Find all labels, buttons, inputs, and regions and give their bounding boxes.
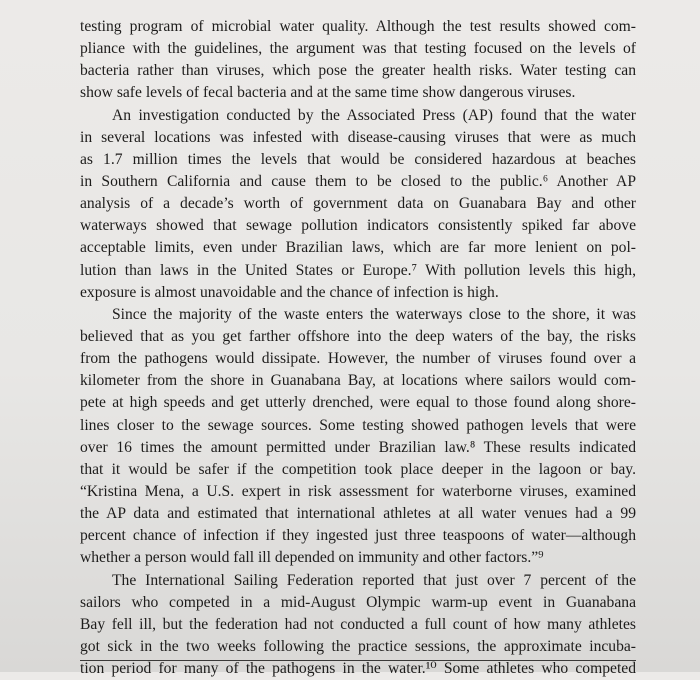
footnote-divider	[80, 660, 636, 661]
text-line: pliance with the guidelines, the argument was that testing focused on the levels of	[80, 40, 636, 58]
text-line: exposure is almost unavoidable and the chance of infection is high.	[80, 283, 499, 301]
text-line: kilometer from the shore in Guanabana Bay, at locations where sailors would com-	[80, 372, 636, 390]
text-line: got sick in the two weeks following the practice sessions, the approximate incuba-	[80, 637, 636, 655]
text-line: in several locations was infested with disease-causing viruses that were as much	[80, 128, 636, 146]
text-line: sailors who competed in a mid-August Olympic warm-up event in Guanabana	[80, 593, 636, 611]
paragraph-first-line: An investigation conducted by the Associated Press (AP) found that the water	[112, 106, 636, 124]
text-line: analysis of a decade’s worth of government data on Guanabara Bay and other	[80, 195, 636, 213]
text-line: over 16 times the amount permitted under Brazilian law.⁸ These results indicated	[80, 438, 636, 456]
text-line: in Southern California and cause them to be closed to the public.⁶ Another AP	[80, 172, 636, 190]
text-line: pete at high speeds and get utterly drenched, were equal to those found along shore-	[80, 394, 636, 412]
text-line: lines closer to the sewage sources. Some testing showed pathogen levels that were	[80, 416, 636, 434]
text-line: percent chance of infection if they ingested just three teaspoons of water—although	[80, 527, 636, 545]
text-line: “Kristina Mena, a U.S. expert in risk assessment for waterborne viruses, examined	[80, 482, 636, 500]
text-line: show safe levels of fecal bacteria and at the same time show dangerous viruses.	[80, 84, 576, 102]
text-line: tion period for many of the pathogens in the water.¹⁰ Some athletes who competed	[80, 660, 636, 678]
text-line: waterways showed that sewage pollution indicators consistently spiked far above	[80, 217, 636, 235]
text-line: lution than laws in the United States or Europe.⁷ With pollution levels this high,	[80, 261, 636, 279]
text-line: bacteria rather than viruses, which pose the greater health risks. Water testing can	[80, 62, 636, 80]
text-line: that it would be safer if the competition took place deeper in the lagoon or bay.	[80, 460, 636, 478]
text-line: whether a person would fall ill depended on immunity and other factors.”⁹	[80, 549, 544, 567]
text-line: acceptable limits, even under Brazilian laws, which are far more lenient on pol-	[80, 239, 636, 257]
text-line: testing program of microbial water quality. Although the test results showed com-	[80, 18, 636, 35]
paragraph-first-line: The International Sailing Federation reported that just over 7 percent of the	[112, 571, 636, 589]
paragraph-first-line: Since the majority of the waste enters the waterways close to the shore, it was	[112, 305, 636, 323]
body-text	[80, 16, 636, 680]
text-line: from the pathogens would dissipate. However, the number of viruses found over a	[80, 350, 636, 368]
text-line: as 1.7 million times the levels that would be considered hazardous at beaches	[80, 150, 636, 168]
text-line: the AP data and estimated that international athletes at all water venues had a 99	[80, 505, 636, 523]
text-line: Bay fell ill, but the federation had not conducted a full count of how many athletes	[80, 615, 636, 633]
text-line: believed that as you get farther offshore into the deep waters of the bay, the risks	[80, 327, 636, 345]
